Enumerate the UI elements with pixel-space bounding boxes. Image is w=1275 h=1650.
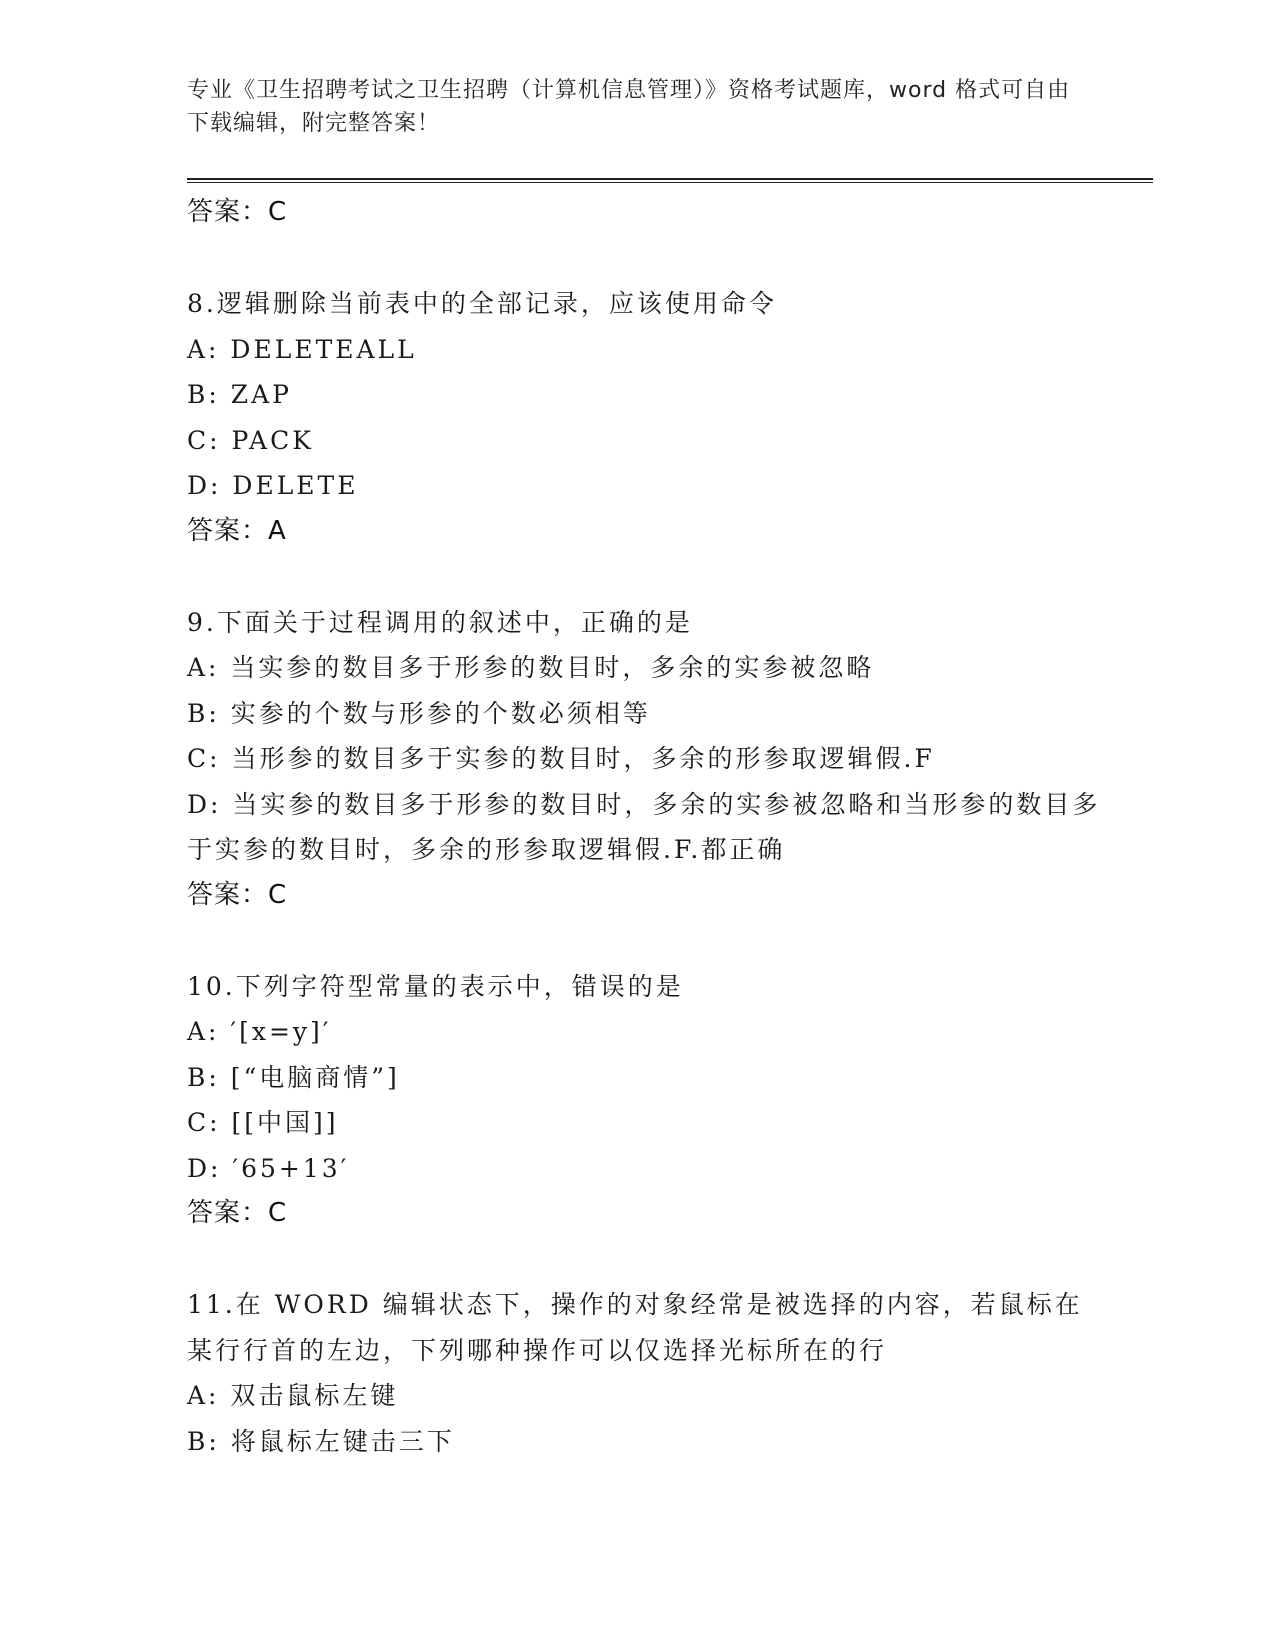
question-block	[187, 964, 1107, 1236]
option-b: B: [“电脑商情”]	[187, 1062, 400, 1092]
question-block	[187, 281, 1107, 553]
question-text: 10.下列字符型常量的表示中，错误的是	[187, 971, 684, 1001]
answer-line: 答案：C	[187, 879, 288, 910]
option-c: C: PACK	[187, 425, 314, 455]
question-block	[187, 600, 1107, 917]
question-text: 8.逻辑删除当前表中的全部记录，应该使用命令	[187, 289, 777, 318]
answer-line: 答案：A	[187, 515, 287, 546]
question-text: 9.下面关于过程调用的叙述中，正确的是	[187, 607, 693, 637]
option-d: D: ′65+13′	[187, 1153, 350, 1183]
option-a: A: 双击鼠标左键	[187, 1381, 399, 1410]
option-c: C: [[中国]]	[187, 1108, 339, 1137]
question-text: 11.在 WORD 编辑状态下，操作的对象经常是被选择的内容，若鼠标在某行行首的左边，下列哪种操作可以仅选择光标所在的行	[187, 1290, 1083, 1365]
document-body	[187, 190, 1107, 1464]
option-d: D: 当实参的数目多于形参的数目时，多余的实参被忽略和当形参的数目多于实参的数目时，多余的形参取逻辑假.F.都正确	[187, 789, 1101, 864]
question-block	[187, 1282, 1107, 1464]
option-a: A: ′[x=y]′	[187, 1017, 332, 1046]
option-c: C: 当形参的数目多于实参的数目时，多余的形参取逻辑假.F	[187, 744, 935, 773]
option-b: B: 将鼠标左键击三下	[187, 1426, 455, 1456]
answer-line: 答案：C	[187, 197, 288, 227]
option-a: A: 当实参的数目多于形参的数目时，多余的实参被忽略	[187, 653, 875, 682]
option-a: A: DELETEALL	[187, 334, 417, 364]
answer-line: 答案：C	[187, 1198, 288, 1228]
option-b: B: ZAP	[187, 380, 292, 409]
header-rule	[187, 178, 1153, 183]
page-header: 专业《卫生招聘考试之卫生招聘（计算机信息管理）》资格考试题库，word 格式可自由下载编辑，附完整答案！	[187, 78, 1071, 136]
option-b: B: 实参的个数与形参的个数必须相等	[187, 698, 651, 728]
option-d: D: DELETE	[187, 471, 359, 500]
